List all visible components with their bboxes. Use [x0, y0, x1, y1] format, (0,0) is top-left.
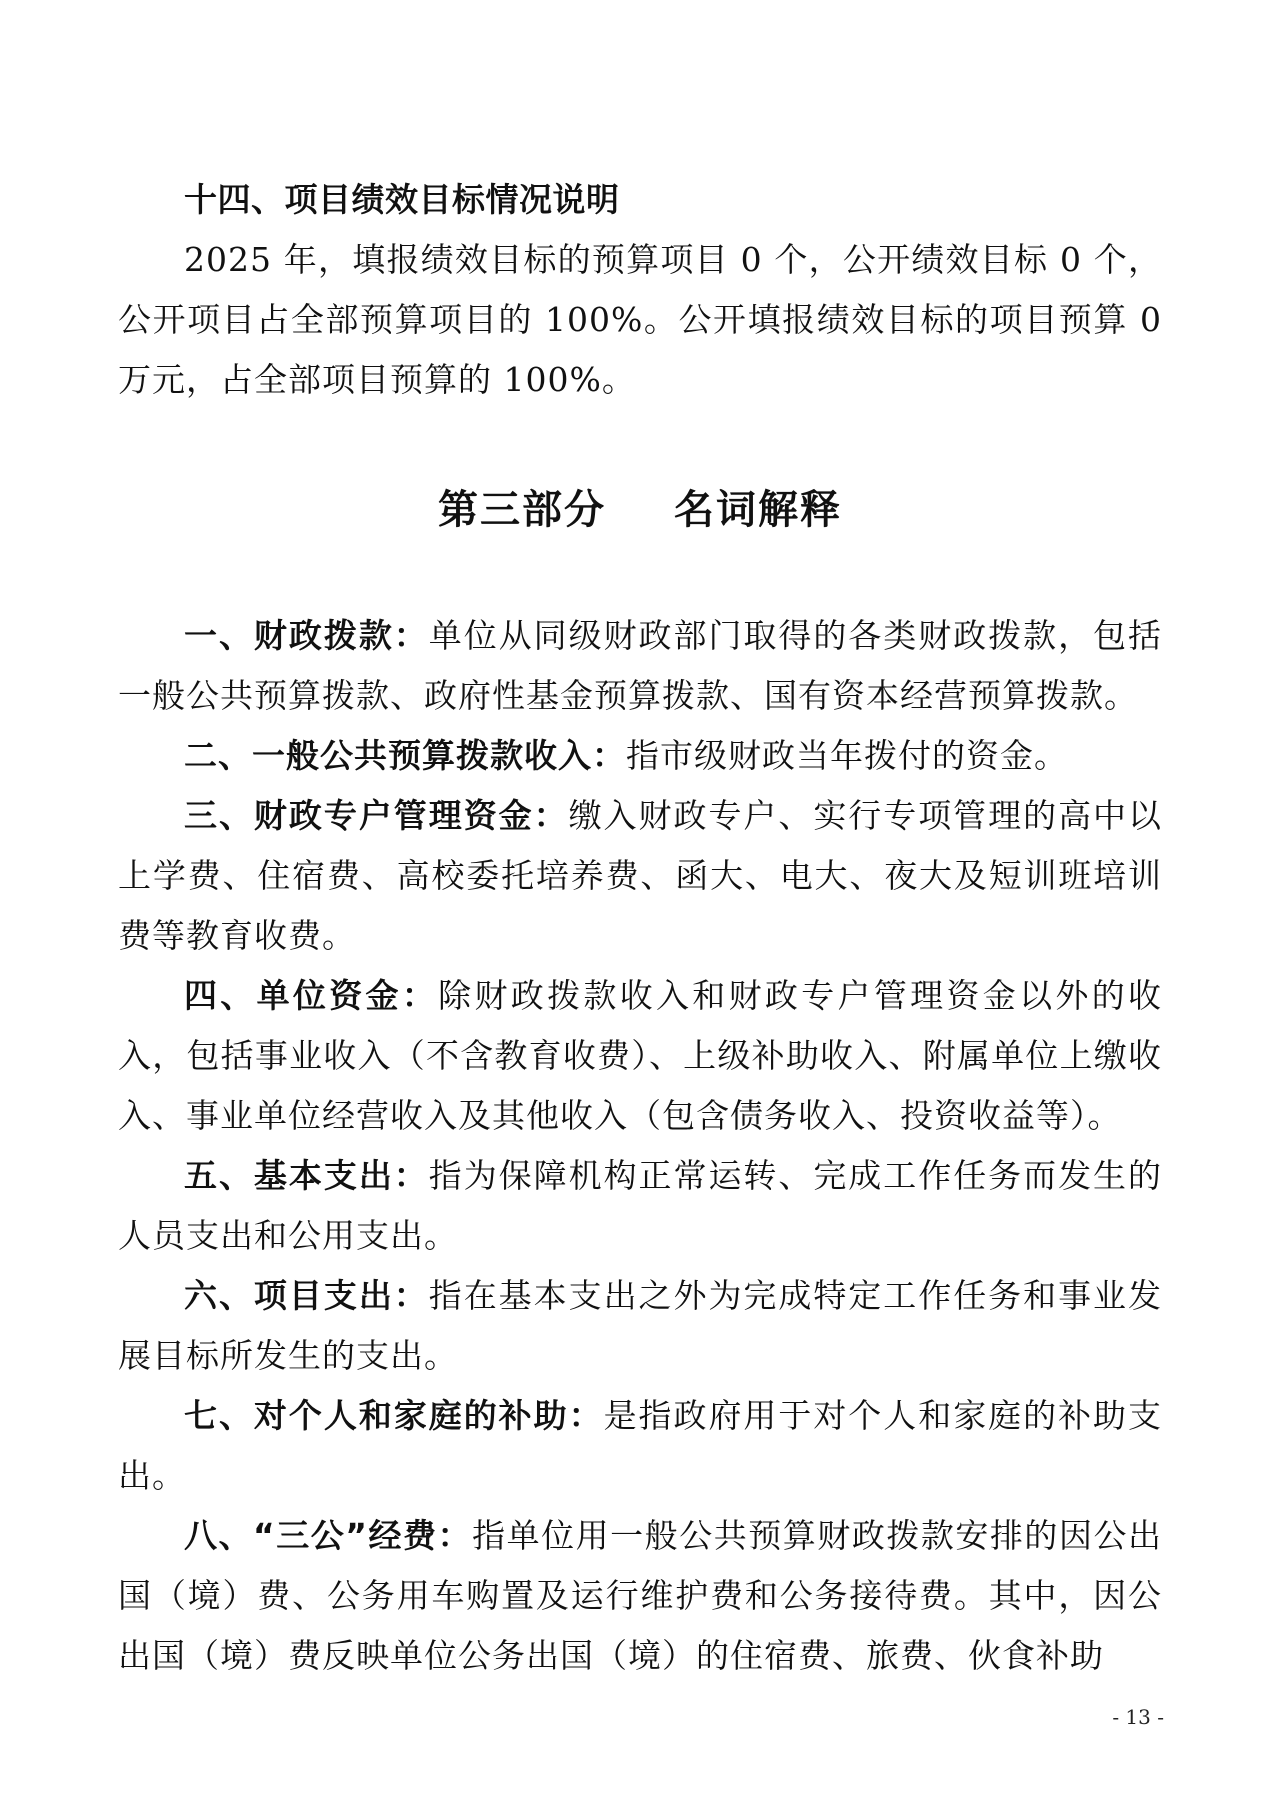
term-definition: 指为保障机构正常运转、完成工作任务而发生的人员支出和公用支出。: [118, 1156, 1163, 1255]
term-definition: 指市级财政当年拨付的资金。: [626, 736, 1068, 775]
part-three-title: [118, 480, 1162, 540]
section-14-heading: 十四、项目绩效目标情况说明: [184, 180, 620, 219]
term-label: 二、一般公共预算拨款收入：: [184, 736, 626, 775]
page-number: - 13 -: [1112, 1705, 1164, 1729]
term-label: 八、“三公”经费：: [184, 1516, 473, 1555]
term-label: 六、项目支出：: [184, 1276, 429, 1315]
part-three-title-right: 名词解释: [674, 486, 842, 533]
term-definition: 指单位用一般公共预算财政拨款安排的因公出国（境）费、公务用车购置及运行维护费和公务接待费。其中，因公出国（境）费反映单位公务出国（境）的住宿费、旅费、伙食补助: [118, 1516, 1162, 1675]
section-14-body: 2025 年，填报绩效目标的预算项目 0 个，公开绩效目标 0 个，公开项目占全部预算项目的 100%。公开填报绩效目标的项目预算 0 万元，占全部项目预算的 100%。: [118, 240, 1162, 399]
part-three-title-left: 第三部分: [438, 486, 606, 533]
term-label: 七、对个人和家庭的补助：: [184, 1396, 604, 1435]
term-definition: 是指政府用于对个人和家庭的补助支出。: [118, 1396, 1163, 1495]
term-definition: 指在基本支出之外为完成特定工作任务和事业发展目标所发生的支出。: [118, 1276, 1163, 1375]
term-label: 一、财政拨款：: [184, 616, 429, 655]
term-definition: 单位从同级财政部门取得的各类财政拨款，包括一般公共预算拨款、政府性基金预算拨款、国有资本经营预算拨款。: [118, 616, 1163, 715]
page-content: [118, 170, 1162, 1686]
term-item: [118, 786, 1162, 966]
term-item: [118, 1266, 1162, 1386]
term-item: [118, 1386, 1162, 1506]
term-item: [118, 1506, 1162, 1686]
term-item: [118, 606, 1162, 726]
term-item: [118, 966, 1162, 1146]
term-item: [118, 726, 1162, 786]
term-item: [118, 1146, 1162, 1266]
term-label: 五、基本支出：: [184, 1156, 429, 1195]
term-label: 四、单位资金：: [184, 976, 439, 1015]
term-definition: 缴入财政专户、实行专项管理的高中以上学费、住宿费、高校委托培养费、函大、电大、夜大及短训班培训费等教育收费。: [118, 796, 1163, 955]
term-definition: 除财政拨款收入和财政专户管理资金以外的收入，包括事业收入（不含教育收费）、上级补助收入、附属单位上缴收入、事业单位经营收入及其他收入（包含债务收入、投资收益等）。: [118, 976, 1163, 1135]
term-label: 三、财政专户管理资金：: [184, 796, 569, 835]
